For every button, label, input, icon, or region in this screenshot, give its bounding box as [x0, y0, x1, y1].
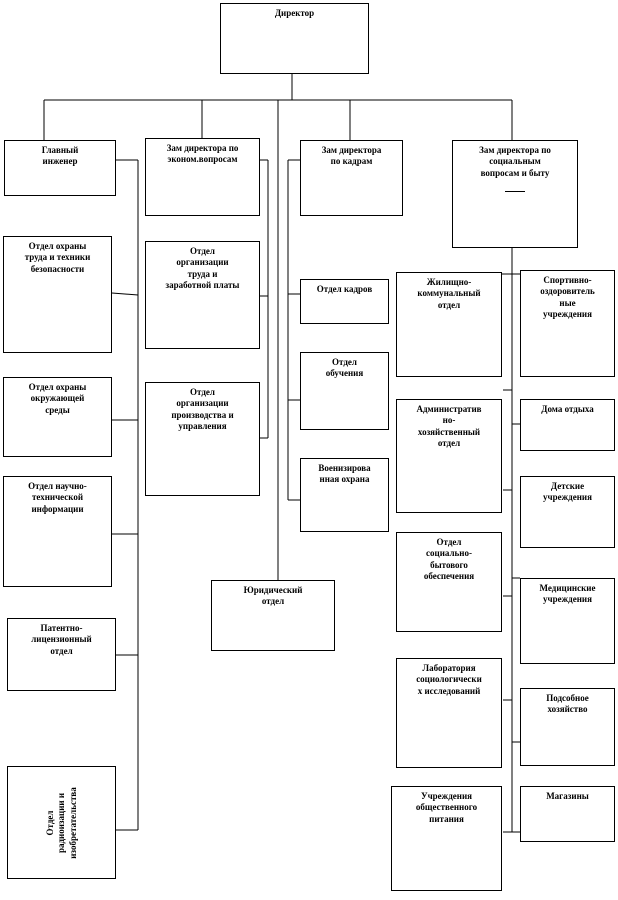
- dept-catering-box: [391, 786, 502, 891]
- dept-labor-safety-label: Отдел охраны труда и техники безопасности: [24, 241, 91, 274]
- dept-labor-safety-box: [3, 236, 112, 353]
- dept-admin-label: Административ но- хозяйственный отдел: [416, 404, 482, 448]
- dept-training-label: Отдел обучения: [325, 357, 364, 379]
- deputy-economic-label: Зам директора по эконом.вопросам: [166, 143, 239, 165]
- unit-children-box: [520, 476, 615, 548]
- dept-production-org-label: Отдел организации производства и управления: [171, 387, 234, 431]
- deputy-social-box: [452, 140, 578, 248]
- dept-labor-wages-label: Отдел организации труда и заработной платы: [165, 246, 240, 290]
- dept-hr-label: Отдел кадров: [316, 284, 373, 294]
- dept-social-services-box: [396, 532, 502, 632]
- deputy-economic-box: [145, 138, 260, 216]
- dept-security-label: Военизирова нная охрана: [318, 463, 371, 485]
- dept-admin-box: [396, 399, 502, 513]
- unit-medical-label: Медицинские учреждения: [539, 583, 596, 605]
- dept-catering-label: Учреждения общественного питания: [415, 791, 478, 824]
- dept-environment-box: [3, 377, 112, 457]
- dept-sociology-lab-box: [396, 658, 502, 768]
- unit-rest-homes-label: Дома отдыха: [541, 404, 594, 414]
- chief-engineer-label: Главный инженер: [41, 145, 79, 167]
- deputy-social-label: Зам директора по социальным вопросам и быту: [479, 145, 551, 178]
- unit-sports-label: Спортивно- оздоровитель ные учреждения: [540, 275, 595, 319]
- chief-engineer-box: [4, 140, 116, 196]
- director-label: Директор: [274, 8, 315, 18]
- dept-legal-box: [211, 580, 335, 651]
- dept-legal-label: Юридический отдел: [243, 585, 303, 607]
- unit-shops-label: Магазины: [546, 791, 589, 801]
- dept-labor-wages-box: [145, 241, 260, 349]
- unit-farm-box: [520, 688, 615, 766]
- dept-rationalization-label: Отдел радиоизации и изобретательства: [44, 786, 78, 859]
- director-box: [220, 3, 369, 74]
- dept-rationalization-box: [7, 766, 116, 879]
- dash-mark: [505, 191, 525, 192]
- unit-sports-box: [520, 270, 615, 377]
- dept-patent-label: Патентно- лицензионный отдел: [31, 623, 92, 656]
- dept-sociology-lab-label: Лаборатория социологически х исследований: [416, 663, 482, 696]
- unit-children-label: Детские учреждения: [543, 481, 592, 503]
- dept-housing-label: Жилищно- коммунальный отдел: [417, 277, 481, 310]
- dept-social-services-label: Отдел социально- бытового обеспечения: [423, 537, 475, 581]
- unit-shops-box: [520, 786, 615, 842]
- unit-farm-label: Подсобное хозяйство: [546, 693, 589, 715]
- dept-training-box: [300, 352, 389, 430]
- dept-security-box: [300, 458, 389, 532]
- dept-patent-box: [7, 618, 116, 691]
- deputy-personnel-label: Зам директора по кадрам: [321, 145, 382, 167]
- dept-environment-label: Отдел охраны окружающей среды: [28, 382, 87, 415]
- dept-sci-tech-label: Отдел научно- технической информации: [28, 481, 87, 514]
- dept-hr-box: [300, 279, 389, 324]
- deputy-personnel-box: [300, 140, 403, 216]
- dept-housing-box: [396, 272, 502, 377]
- unit-medical-box: [520, 578, 615, 664]
- dept-sci-tech-box: [3, 476, 112, 587]
- unit-rest-homes-box: [520, 399, 615, 451]
- dept-production-org-box: [145, 382, 260, 496]
